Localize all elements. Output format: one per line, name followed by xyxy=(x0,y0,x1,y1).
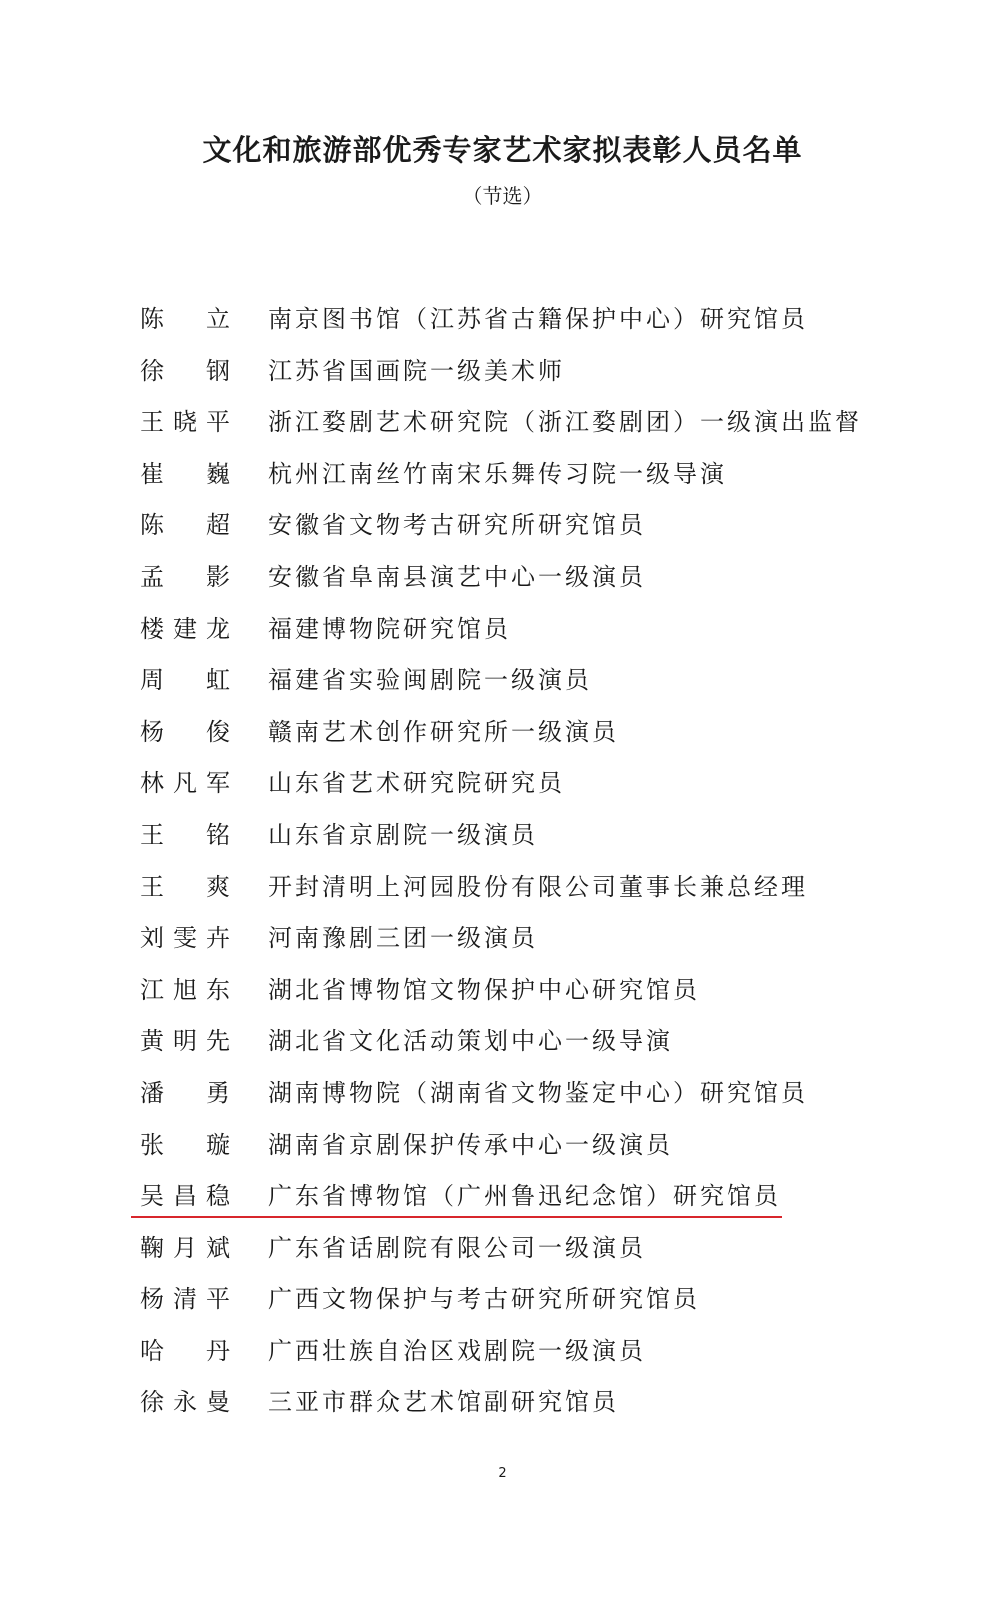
honoree-affiliation: 浙江婺剧艺术研究院（浙江婺剧团）一级演出监督 xyxy=(268,408,862,437)
honoree-name: 王 铭 xyxy=(140,820,230,849)
honoree-name: 黄 明 先 xyxy=(140,1027,230,1056)
honoree-name: 张 璇 xyxy=(140,1130,230,1159)
honoree-affiliation: 广西壮族自治区戏剧院一级演员 xyxy=(268,1336,646,1365)
honoree-name: 楼 建 龙 xyxy=(140,614,230,643)
list-item xyxy=(0,1377,1005,1429)
highlight-underline xyxy=(131,1216,782,1218)
honoree-affiliation: 福建博物院研究馆员 xyxy=(268,614,511,643)
list-item xyxy=(0,1120,1005,1172)
list-item xyxy=(0,552,1005,604)
honoree-affiliation: 南京图书馆（江苏省古籍保护中心）研究馆员 xyxy=(268,305,808,333)
honoree-affiliation: 杭州江南丝竹南宋乐舞传习院一级导演 xyxy=(268,459,727,488)
honoree-name: 潘 勇 xyxy=(140,1078,230,1107)
list-item xyxy=(0,707,1005,759)
honoree-affiliation: 湖北省文化活动策划中心一级导演 xyxy=(268,1027,673,1056)
honoree-affiliation: 广东省博物馆（广州鲁迅纪念馆）研究馆员 xyxy=(268,1182,781,1211)
honoree-name: 王 晓 平 xyxy=(140,408,230,437)
honoree-affiliation: 安徽省阜南县演艺中心一级演员 xyxy=(268,562,646,591)
honoree-name: 鞠 月 斌 xyxy=(140,1233,230,1262)
honoree-affiliation: 广西文物保护与考古研究所研究馆员 xyxy=(268,1285,700,1314)
list-item xyxy=(0,1171,1005,1223)
list-item xyxy=(0,913,1005,965)
honoree-name: 陈 超 xyxy=(140,511,230,540)
honoree-name: 崔 巍 xyxy=(140,459,230,488)
list-item xyxy=(0,449,1005,501)
honoree-affiliation: 河南豫剧三团一级演员 xyxy=(268,924,538,953)
honoree-affiliation: 赣南艺术创作研究所一级演员 xyxy=(268,717,619,746)
list-item xyxy=(0,1326,1005,1378)
honoree-name: 周 虹 xyxy=(140,666,230,695)
honoree-name: 孟 影 xyxy=(140,562,230,591)
page-title: 文化和旅游部优秀专家艺术家拟表彰人员名单 xyxy=(202,133,803,167)
honoree-name: 杨 俊 xyxy=(140,717,230,746)
list-item xyxy=(0,1016,1005,1068)
honoree-name: 杨 清 平 xyxy=(140,1285,230,1314)
honoree-name: 王 爽 xyxy=(140,872,230,901)
honoree-name: 林 凡 军 xyxy=(140,769,230,798)
honoree-affiliation: 开封清明上河园股份有限公司董事长兼总经理 xyxy=(268,872,808,901)
list-item xyxy=(0,862,1005,914)
honoree-affiliation: 安徽省文物考古研究所研究馆员 xyxy=(268,511,646,540)
list-item xyxy=(0,758,1005,810)
honoree-affiliation: 广东省话剧院有限公司一级演员 xyxy=(268,1233,646,1262)
list-item xyxy=(0,346,1005,398)
honoree-name: 刘 雯 卉 xyxy=(140,924,230,953)
list-item xyxy=(0,655,1005,707)
honoree-name: 徐 永 曼 xyxy=(140,1388,230,1417)
honoree-affiliation: 湖南省京剧保护传承中心一级演员 xyxy=(268,1130,673,1159)
honoree-affiliation: 福建省实验闽剧院一级演员 xyxy=(268,666,592,695)
honoree-name: 吴 昌 稳 xyxy=(140,1182,230,1211)
honoree-affiliation: 江苏省国画院一级美术师 xyxy=(268,356,565,385)
honoree-name: 陈 立 xyxy=(140,305,230,333)
list-item xyxy=(0,500,1005,552)
honoree-affiliation: 湖北省博物馆文物保护中心研究馆员 xyxy=(268,975,700,1004)
honoree-affiliation: 三亚市群众艺术馆副研究馆员 xyxy=(268,1388,619,1417)
list-item xyxy=(0,1274,1005,1326)
list-item xyxy=(0,397,1005,449)
list-item xyxy=(0,1223,1005,1275)
honoree-affiliation: 山东省京剧院一级演员 xyxy=(268,820,538,849)
honoree-affiliation: 湖南博物院（湖南省文物鉴定中心）研究馆员 xyxy=(268,1078,808,1107)
list-item xyxy=(0,604,1005,656)
page-subtitle: （节选） xyxy=(462,184,543,208)
list-item xyxy=(0,294,1005,346)
list-item xyxy=(0,1068,1005,1120)
honoree-affiliation: 山东省艺术研究院研究员 xyxy=(268,769,565,798)
honoree-list xyxy=(0,294,1005,1429)
list-item xyxy=(0,965,1005,1017)
honoree-name: 哈 丹 xyxy=(140,1336,230,1365)
page-number: 2 xyxy=(498,1466,507,1481)
honoree-name: 徐 钢 xyxy=(140,356,230,385)
list-item xyxy=(0,810,1005,862)
honoree-name: 江 旭 东 xyxy=(140,975,230,1004)
